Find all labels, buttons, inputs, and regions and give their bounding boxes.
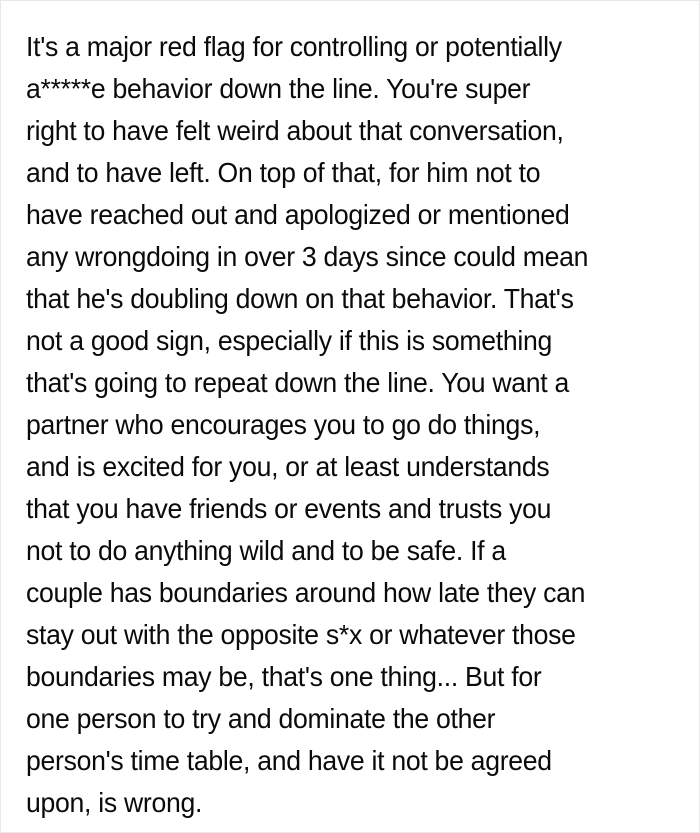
text-line: person's time table, and have it not be agreed (26, 745, 552, 776)
text-line: It's a major red flag for controlling or potentially (26, 31, 562, 62)
text-line: upon, is wrong. (26, 787, 203, 818)
text-line: any wrongdoing in over 3 days since could mean (26, 241, 589, 272)
text-line: partner who encourages you to go do things, (26, 409, 541, 440)
text-line: boundaries may be, that's one thing... But for (26, 661, 542, 692)
text-line: that you have friends or events and trusts you (26, 493, 552, 524)
text-line: a*****e behavior down the line. You're super (26, 73, 531, 104)
comment-text (26, 26, 679, 824)
text-line: stay out with the opposite s*x or whatever those (26, 619, 576, 650)
text-line: not to do anything wild and to be safe. If a (26, 535, 506, 566)
comment-card (1, 1, 699, 832)
text-line: one person to try and dominate the other (26, 703, 496, 734)
text-line: and is excited for you, or at least understands (26, 451, 550, 482)
text-line: and to have left. On top of that, for him not to (26, 157, 541, 188)
text-line: have reached out and apologized or mentioned (26, 199, 570, 230)
text-line: that he's doubling down on that behavior. That's (26, 283, 574, 314)
text-line: couple has boundaries around how late they can (26, 577, 586, 608)
text-line: right to have felt weird about that conversation, (26, 115, 564, 146)
text-line: not a good sign, especially if this is something (26, 325, 553, 356)
text-line: that's going to repeat down the line. You want a (26, 367, 570, 398)
